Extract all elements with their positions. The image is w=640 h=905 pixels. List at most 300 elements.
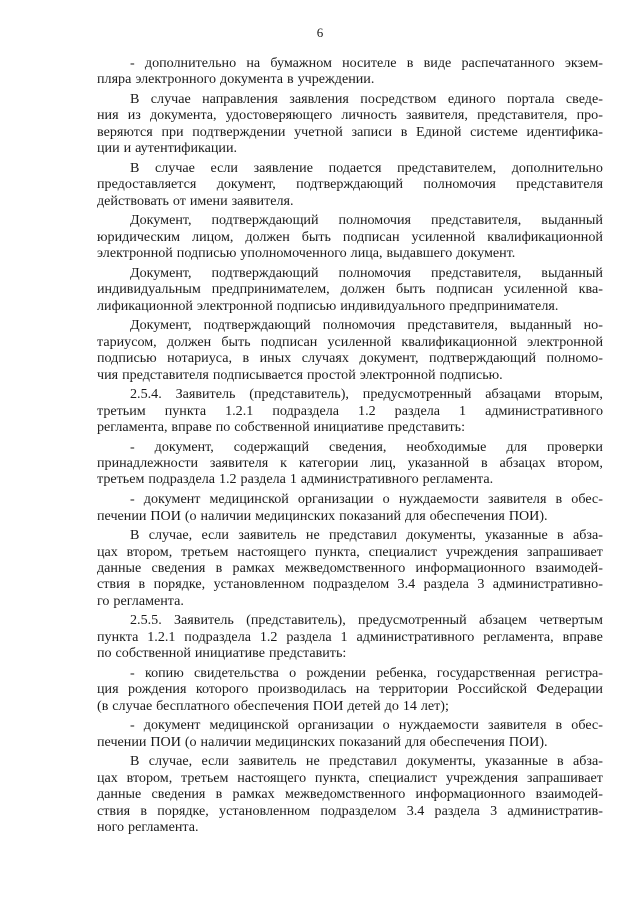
word: административного xyxy=(356,628,475,645)
word: показаний xyxy=(339,733,402,750)
word: в xyxy=(555,717,563,734)
word: ции xyxy=(97,140,120,157)
word: подписан xyxy=(342,228,400,245)
word: - xyxy=(130,664,135,681)
word: регламента. xyxy=(113,592,184,609)
word: пункта, xyxy=(314,769,360,786)
text-line xyxy=(97,770,603,786)
word: необходимые xyxy=(406,438,487,455)
word: в xyxy=(555,491,563,508)
paragraph xyxy=(97,717,603,750)
text-line xyxy=(97,229,603,245)
word: если xyxy=(201,753,229,770)
word: обес- xyxy=(571,491,603,508)
word: втором, xyxy=(126,769,173,786)
text-line xyxy=(97,665,603,681)
word: уполномоченного xyxy=(240,245,347,262)
word: в xyxy=(138,576,146,593)
word: подписывается xyxy=(212,366,304,383)
word: про- xyxy=(576,107,603,124)
word: в xyxy=(215,560,223,576)
word: Заявитель xyxy=(175,386,236,403)
text-line xyxy=(97,367,603,383)
paragraph xyxy=(97,527,603,609)
word: ствия xyxy=(97,576,131,593)
word: случае xyxy=(155,159,195,176)
word: выданный xyxy=(541,212,603,229)
word: вправе xyxy=(171,418,212,435)
word: электронной xyxy=(359,366,436,383)
word: подразделом xyxy=(320,802,397,819)
word: полномочия xyxy=(322,317,396,334)
text-line xyxy=(97,265,603,281)
word: заявителя. xyxy=(231,192,294,209)
word: носителе xyxy=(342,55,397,71)
word: (в xyxy=(97,697,109,714)
text-line xyxy=(97,527,603,543)
word: порядке, xyxy=(153,576,206,593)
text-line xyxy=(97,803,603,819)
word: специалист xyxy=(368,769,438,786)
word: 1.2.1 xyxy=(147,628,176,645)
text-line xyxy=(97,386,603,402)
word: портала xyxy=(507,91,555,108)
text-line xyxy=(97,681,603,697)
word: на xyxy=(355,681,370,698)
text-line xyxy=(97,645,603,661)
word: системе xyxy=(470,123,518,140)
word: квалификационной xyxy=(487,228,603,245)
word: рамках xyxy=(232,786,275,803)
text-line xyxy=(97,629,603,645)
word: цах xyxy=(97,543,118,560)
word: инициативе xyxy=(313,418,384,435)
word: - xyxy=(130,717,135,734)
word: го xyxy=(97,592,110,609)
word: ребенка, xyxy=(376,664,427,681)
word: заявления xyxy=(289,91,349,108)
word: указанной xyxy=(407,455,470,472)
word: сведения, xyxy=(329,438,387,455)
text-line xyxy=(97,107,603,123)
word: специалист xyxy=(368,543,438,560)
word: заявителя xyxy=(488,717,547,734)
word: от xyxy=(172,192,186,209)
word: случае, xyxy=(148,753,193,770)
word: Заявитель xyxy=(173,612,234,629)
word: документ xyxy=(143,717,201,734)
word: абзацем xyxy=(478,612,527,629)
word: копию xyxy=(144,664,184,681)
word: Российской xyxy=(457,681,528,698)
word: должен xyxy=(245,228,290,245)
word: настоящего xyxy=(237,769,307,786)
word: сведения xyxy=(151,786,206,803)
word: представил xyxy=(329,753,397,770)
word: 1.2.1 xyxy=(225,402,254,419)
word: ния xyxy=(97,107,119,124)
text-line xyxy=(97,576,603,592)
word: индивидуальным xyxy=(97,281,201,298)
word: имени xyxy=(189,192,228,209)
text-line xyxy=(97,212,603,228)
word: ПОИ xyxy=(312,697,344,714)
word: территории xyxy=(378,681,449,698)
word: регламента. xyxy=(422,471,494,488)
word: 3 xyxy=(477,576,485,593)
word: ного xyxy=(97,819,125,836)
word: печении xyxy=(97,733,147,750)
word: представителя xyxy=(122,366,209,383)
word: производилась xyxy=(257,681,347,698)
word: Документ, xyxy=(130,212,192,229)
paragraph xyxy=(97,265,603,314)
word: единого xyxy=(447,91,496,108)
word: до xyxy=(384,697,399,714)
word: третьем xyxy=(181,769,229,786)
word: установленном xyxy=(219,802,311,819)
word: документа, xyxy=(150,107,217,124)
word: медицинской xyxy=(209,717,289,734)
text-line xyxy=(97,455,603,471)
text-line xyxy=(97,91,603,107)
word: в xyxy=(557,527,564,544)
word: лиц, xyxy=(370,455,396,472)
word: случае, xyxy=(148,527,193,544)
word: ПОИ). xyxy=(508,507,548,524)
word: в xyxy=(480,455,488,472)
word: должен xyxy=(340,281,386,298)
word: на xyxy=(246,55,261,71)
word: предпринимателя. xyxy=(449,297,559,314)
word: выдавшего xyxy=(386,245,453,262)
word: подписью. xyxy=(439,366,503,383)
word: пляра xyxy=(97,71,132,88)
word: выданный xyxy=(509,317,572,334)
word: запрашивает xyxy=(526,769,603,786)
text-line xyxy=(97,193,603,209)
word: ствия xyxy=(97,802,131,819)
word: ПОИ). xyxy=(508,733,548,750)
text-line xyxy=(97,419,603,435)
word: электронной xyxy=(196,297,273,314)
word: вправе xyxy=(562,628,603,645)
word: виде xyxy=(423,55,452,71)
word: сведе- xyxy=(565,91,603,108)
word: данные xyxy=(97,786,142,803)
word: цах xyxy=(97,769,118,786)
word: взаимодей- xyxy=(535,786,603,803)
word: в xyxy=(406,55,414,71)
word: документа xyxy=(220,71,284,88)
word: для xyxy=(404,507,426,524)
word: квалификационной xyxy=(401,333,518,350)
word: при xyxy=(161,123,184,140)
word: к xyxy=(280,455,287,472)
word: абза- xyxy=(572,753,603,770)
word: иных xyxy=(259,350,292,367)
word: предпринимателем, xyxy=(211,281,330,298)
word: медицинских xyxy=(255,733,336,750)
word: должен xyxy=(166,333,212,350)
word: административного xyxy=(300,471,419,488)
word: свидетельства xyxy=(193,664,279,681)
word: случаях xyxy=(301,350,349,367)
word: раздела xyxy=(240,471,286,488)
word: регистра- xyxy=(545,664,603,681)
word: принадлежности xyxy=(97,455,199,472)
word: межведомственного xyxy=(284,560,406,576)
word: о xyxy=(382,717,390,734)
word: представителя, xyxy=(477,107,568,124)
word: регламента. xyxy=(128,819,199,836)
word: регламента, xyxy=(483,628,554,645)
word: регламента, xyxy=(97,418,168,435)
word: 3.4 xyxy=(397,576,416,593)
word: если xyxy=(210,159,238,176)
word: 1.2 xyxy=(218,471,237,488)
text-line xyxy=(97,612,603,628)
word: информационного xyxy=(415,560,526,576)
word: подраздела xyxy=(184,628,251,645)
word: не xyxy=(305,753,320,770)
word: собственной xyxy=(115,645,191,662)
word: лицом, xyxy=(192,228,234,245)
word: учреждении. xyxy=(297,71,375,88)
word: представителя, xyxy=(430,264,522,281)
word: идентифика- xyxy=(526,123,603,140)
word: административного xyxy=(485,402,603,419)
word: ция xyxy=(97,681,119,698)
word: по xyxy=(215,418,231,435)
word: - xyxy=(130,491,135,508)
word: 3.4 xyxy=(406,802,425,819)
word: обеспечения xyxy=(429,733,505,750)
word: вторым, xyxy=(554,386,603,403)
word: взаимодей- xyxy=(535,560,603,576)
word: аутентификации. xyxy=(135,140,238,157)
word: подтверждающий xyxy=(211,212,319,229)
word: полномочия xyxy=(423,176,496,193)
word: заявитель xyxy=(238,753,297,770)
word: подтверждающий xyxy=(211,264,319,281)
text-line xyxy=(97,560,603,576)
word: абза- xyxy=(572,527,603,544)
paragraph xyxy=(97,439,603,488)
word: быть xyxy=(301,228,331,245)
word: полномо- xyxy=(546,350,603,367)
word: Единой xyxy=(416,123,462,140)
word: четвертым xyxy=(539,612,603,629)
text-line xyxy=(97,819,603,835)
word: представителя, xyxy=(430,212,522,229)
word: документ, xyxy=(216,176,276,193)
text-line xyxy=(97,439,603,455)
word: (представитель), xyxy=(249,386,349,403)
word: в xyxy=(215,786,223,803)
word: пункта xyxy=(164,402,207,419)
word: сведения xyxy=(151,560,206,576)
word: в xyxy=(242,350,250,367)
word: (о xyxy=(184,507,197,524)
text-line xyxy=(97,734,603,750)
word: усиленной xyxy=(503,281,568,298)
word: документ, xyxy=(359,350,419,367)
text-line xyxy=(97,593,603,609)
word: полномочия xyxy=(338,212,411,229)
word: настоящего xyxy=(237,543,307,560)
word: третьем xyxy=(97,471,145,488)
word: 1 xyxy=(459,402,467,419)
word: заявителя xyxy=(488,491,547,508)
word: Документ, xyxy=(130,317,192,334)
word: в xyxy=(557,753,564,770)
word: случае xyxy=(150,91,191,108)
word: административ- xyxy=(507,802,603,819)
word: инициативе xyxy=(194,645,265,662)
word: веряются xyxy=(97,123,153,140)
word: - xyxy=(130,55,135,71)
word: представителя, xyxy=(407,317,498,334)
text-line xyxy=(97,403,603,419)
word: раздела xyxy=(434,802,480,819)
word: подтверждении xyxy=(192,123,286,140)
word: подтверждающий xyxy=(203,317,311,334)
text-line xyxy=(97,298,603,314)
paragraph xyxy=(97,386,603,435)
word: лица, xyxy=(350,245,383,262)
word: обеспечения xyxy=(429,507,505,524)
word: полномочия xyxy=(338,264,411,281)
word: указанные xyxy=(485,527,548,544)
text-line xyxy=(97,471,603,487)
word: административно- xyxy=(492,576,603,593)
word: 2.5.4. xyxy=(130,386,162,403)
word: обеспечения xyxy=(233,697,309,714)
word: документы, xyxy=(406,753,476,770)
word: рамках xyxy=(232,560,275,576)
word: подписью xyxy=(97,350,157,367)
text-line xyxy=(97,176,603,192)
word: заявитель xyxy=(238,527,297,544)
word: нуждаемости xyxy=(398,491,479,508)
text-line xyxy=(97,281,603,297)
word: наличии xyxy=(200,733,252,750)
word: (представитель), xyxy=(246,612,346,629)
word: медицинских xyxy=(255,507,336,524)
word: 1.2 xyxy=(358,402,376,419)
text-line xyxy=(97,717,603,733)
text-line xyxy=(97,544,603,560)
word: из xyxy=(127,107,141,124)
word: В xyxy=(130,91,140,108)
document-body xyxy=(97,55,603,839)
word: третьим xyxy=(97,402,146,419)
text-line xyxy=(97,71,603,87)
text-line xyxy=(97,508,603,524)
paragraph xyxy=(97,612,603,661)
word: подраздела xyxy=(148,471,216,488)
word: чия xyxy=(97,366,119,383)
word: для xyxy=(404,733,426,750)
word: данные xyxy=(97,560,142,576)
word: показаний xyxy=(339,507,402,524)
paragraph xyxy=(97,665,603,714)
word: представить: xyxy=(387,418,465,435)
word: посредством xyxy=(360,91,437,108)
word: личность xyxy=(341,107,397,124)
word: о xyxy=(289,664,297,681)
word: заявителя xyxy=(209,455,269,472)
word: 2.5.5. xyxy=(130,612,162,629)
word: учреждения xyxy=(445,769,519,786)
word: печении xyxy=(97,507,147,524)
word: бумажном xyxy=(270,55,332,71)
word: рождения xyxy=(127,681,187,698)
word: 14 xyxy=(402,697,417,714)
word: записи xyxy=(351,123,393,140)
word: электронной xyxy=(97,245,173,262)
text-line xyxy=(97,317,603,333)
word: 1.2 xyxy=(259,628,278,645)
word: документ. xyxy=(456,245,516,262)
word: случае xyxy=(112,697,153,714)
word: В xyxy=(130,753,140,770)
word: электронной xyxy=(527,333,603,350)
word: удостоверяющего xyxy=(225,107,333,124)
word: проверки xyxy=(547,438,603,455)
word: представителя xyxy=(516,176,603,193)
word: о xyxy=(382,491,390,508)
text-line xyxy=(97,334,603,350)
paragraph xyxy=(97,91,603,157)
word: выданный xyxy=(541,264,603,281)
word: подразделом xyxy=(313,576,390,593)
word: распечатанного xyxy=(461,55,555,71)
word: категории xyxy=(298,455,359,472)
paragraph xyxy=(97,212,603,261)
word: втором, xyxy=(557,455,603,472)
word: пункта xyxy=(97,628,139,645)
word: ква- xyxy=(578,281,603,298)
word: для xyxy=(506,438,528,455)
word: индивидуального xyxy=(340,297,446,314)
word: абзацах xyxy=(499,455,546,472)
paragraph xyxy=(97,160,603,209)
word: 1 xyxy=(340,628,348,645)
word: установленном xyxy=(213,576,305,593)
word: медицинской xyxy=(209,491,289,508)
word: нотариуса, xyxy=(167,350,232,367)
word: быть xyxy=(221,333,251,350)
word: не xyxy=(305,527,320,544)
word: организации xyxy=(297,717,374,734)
word: дополнительно xyxy=(144,55,237,71)
paragraph xyxy=(97,317,603,383)
word: подписью xyxy=(176,245,237,262)
word: 1 xyxy=(289,471,297,488)
word: простой xyxy=(306,366,356,383)
word: тариусом, xyxy=(97,333,157,350)
word: дополнительно xyxy=(511,159,603,176)
word: экзем- xyxy=(564,55,603,71)
word: Федерации xyxy=(536,681,603,698)
word: раздела xyxy=(286,628,332,645)
word: обес- xyxy=(571,717,603,734)
word: заявителя, xyxy=(405,107,468,124)
word: подраздела xyxy=(272,402,339,419)
paragraph xyxy=(97,55,603,88)
